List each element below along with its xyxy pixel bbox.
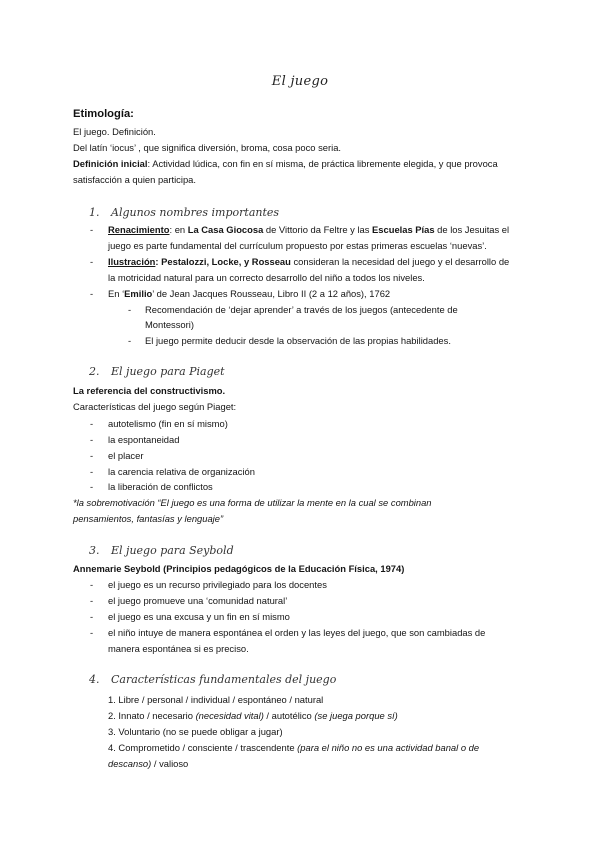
definition-line-1 bbox=[73, 158, 498, 170]
piaget-item: autotelismo (fin en sí mismo) bbox=[108, 418, 228, 429]
piaget-item: la espontaneidad bbox=[108, 434, 180, 445]
section-1-title: Algunos nombres importantes bbox=[111, 206, 280, 219]
ilustracion-line-1 bbox=[108, 256, 509, 268]
sub-item-2: El juego permite deducir desde la observación de las propias habilidades. bbox=[145, 335, 451, 346]
ilustracion-authors: : Pestalozzi, Locke, y Rosseau bbox=[155, 256, 291, 267]
bullet-dash: - bbox=[90, 450, 94, 461]
text-run-italic: descanso) bbox=[108, 758, 152, 769]
bullet-dash: - bbox=[90, 466, 94, 477]
seybold-subheading: Annemarie Seybold (Principios pedagógicos de la Educación Física, 1974) bbox=[73, 563, 405, 574]
section-1-number: 1. bbox=[89, 206, 100, 219]
section-3-title: El juego para Seybold bbox=[111, 544, 234, 557]
section-4-heading bbox=[89, 673, 336, 686]
text-run-italic: (necesidad vital) bbox=[195, 710, 264, 721]
seybold-item: el niño intuye de manera espontánea el orden y las leyes del juego, que son cambiadas de bbox=[108, 627, 486, 638]
section-2-title: El juego para Piaget bbox=[111, 365, 225, 378]
sub-bullet-dash: - bbox=[128, 304, 132, 315]
piaget-item: la liberación de conflictos bbox=[108, 481, 213, 492]
casa-giocosa: La Casa Giocosa bbox=[187, 224, 264, 235]
piaget-quote-line-1: *la sobremotivación “El juego es una forma de utilizar la mente en la cual se combinan bbox=[73, 497, 432, 508]
text-run: de los Jesuitas el bbox=[434, 224, 510, 235]
seybold-item: el juego promueve una ‘comunidad natural’ bbox=[108, 595, 288, 606]
bullet-dash: - bbox=[90, 256, 94, 267]
characteristic-2 bbox=[108, 710, 398, 722]
text-run: : en bbox=[169, 224, 188, 235]
section-3-number: 3. bbox=[89, 544, 100, 557]
section-3-heading bbox=[89, 544, 234, 557]
section-2-number: 2. bbox=[89, 365, 100, 378]
section-1-heading bbox=[89, 206, 279, 219]
section-4-title: Características fundamentales del juego bbox=[111, 673, 337, 686]
characteristic-3: 3. Voluntario (no se puede obligar a jugar) bbox=[108, 726, 283, 737]
piaget-subheading: La referencia del constructivismo. bbox=[73, 385, 226, 396]
sub-item-1-line-2: Montessori) bbox=[145, 319, 194, 330]
bullet-dash: - bbox=[90, 611, 94, 622]
renacimiento-label: Renacimiento bbox=[108, 224, 170, 235]
text-run: / autotélico bbox=[263, 710, 315, 721]
emilio-title: Emilio bbox=[124, 288, 153, 299]
text-run: de Vittorio da Feltre y las bbox=[263, 224, 373, 235]
renacimiento-line-2: juego es parte fundamental del currículum propuesto por estas primeras escuelas ‘nuevas’. bbox=[108, 240, 487, 251]
section-4-number: 4. bbox=[89, 673, 100, 686]
piaget-item: el placer bbox=[108, 450, 144, 461]
characteristic-4-line-1 bbox=[108, 742, 479, 754]
text-run: 2. Innato / necesario bbox=[108, 710, 196, 721]
definition-text: : Actividad lúdica, con fin en sí misma, de práctica libremente elegida, y que provoca bbox=[147, 158, 498, 169]
emilio-line bbox=[108, 288, 390, 300]
ilustracion-label: Ilustración bbox=[108, 256, 156, 267]
text-run: / valioso bbox=[151, 758, 189, 769]
characteristic-4-line-2 bbox=[108, 758, 188, 770]
text-run: ’ de Jean Jacques Rousseau, Libro II (2 a 12 años), 1762 bbox=[152, 288, 391, 299]
bullet-dash: - bbox=[90, 434, 94, 445]
escuelas-pias: Escuelas Pías bbox=[372, 224, 435, 235]
seybold-item: el juego es un recurso privilegiado para los docentes bbox=[108, 579, 327, 590]
bullet-dash: - bbox=[90, 595, 94, 606]
etymology-line-1: El juego. Definición. bbox=[73, 126, 156, 137]
piaget-quote-line-2: pensamientos, fantasías y lenguaje” bbox=[73, 513, 224, 524]
renacimiento-line-1 bbox=[108, 224, 509, 236]
piaget-intro: Características del juego según Piaget: bbox=[73, 401, 237, 412]
etymology-line-2: Del latín ‘iocus’ , que significa diversión, broma, cosa poco seria. bbox=[73, 142, 342, 153]
text-run: 4. Comprometido / consciente / trascendente bbox=[108, 742, 298, 753]
definition-label: Definición inicial bbox=[73, 158, 148, 169]
etymology-heading: Etimología: bbox=[73, 108, 134, 120]
section-2-heading bbox=[89, 365, 225, 378]
definition-line-2: satisfacción a quien participa. bbox=[73, 174, 196, 185]
bullet-dash: - bbox=[90, 481, 94, 492]
text-run: En ‘ bbox=[108, 288, 125, 299]
bullet-dash: - bbox=[90, 579, 94, 590]
seybold-item-continuation: manera espontánea si es preciso. bbox=[108, 643, 249, 654]
document-title: El juego bbox=[271, 74, 329, 89]
bullet-dash: - bbox=[90, 418, 94, 429]
piaget-item: la carencia relativa de organización bbox=[108, 466, 255, 477]
characteristic-1: 1. Libre / personal / individual / espontáneo / natural bbox=[108, 694, 324, 705]
sub-item-1-line-1: Recomendación de ‘dejar aprender’ a través de los juegos (antecedente de bbox=[145, 304, 458, 315]
text-run-italic: (se juega porque sí) bbox=[314, 710, 398, 721]
text-run-italic: (para el niño no es una actividad banal o de bbox=[297, 742, 480, 753]
bullet-dash: - bbox=[90, 288, 94, 299]
sub-bullet-dash: - bbox=[128, 335, 132, 346]
text-run: consideran la necesidad del juego y el desarrollo de bbox=[290, 256, 510, 267]
seybold-item: el juego es una excusa y un fin en sí mismo bbox=[108, 611, 290, 622]
bullet-dash: - bbox=[90, 224, 94, 235]
bullet-dash: - bbox=[90, 627, 94, 638]
ilustracion-line-2: la motricidad natural para un correcto desarrollo del niño a todos los niveles. bbox=[108, 272, 425, 283]
